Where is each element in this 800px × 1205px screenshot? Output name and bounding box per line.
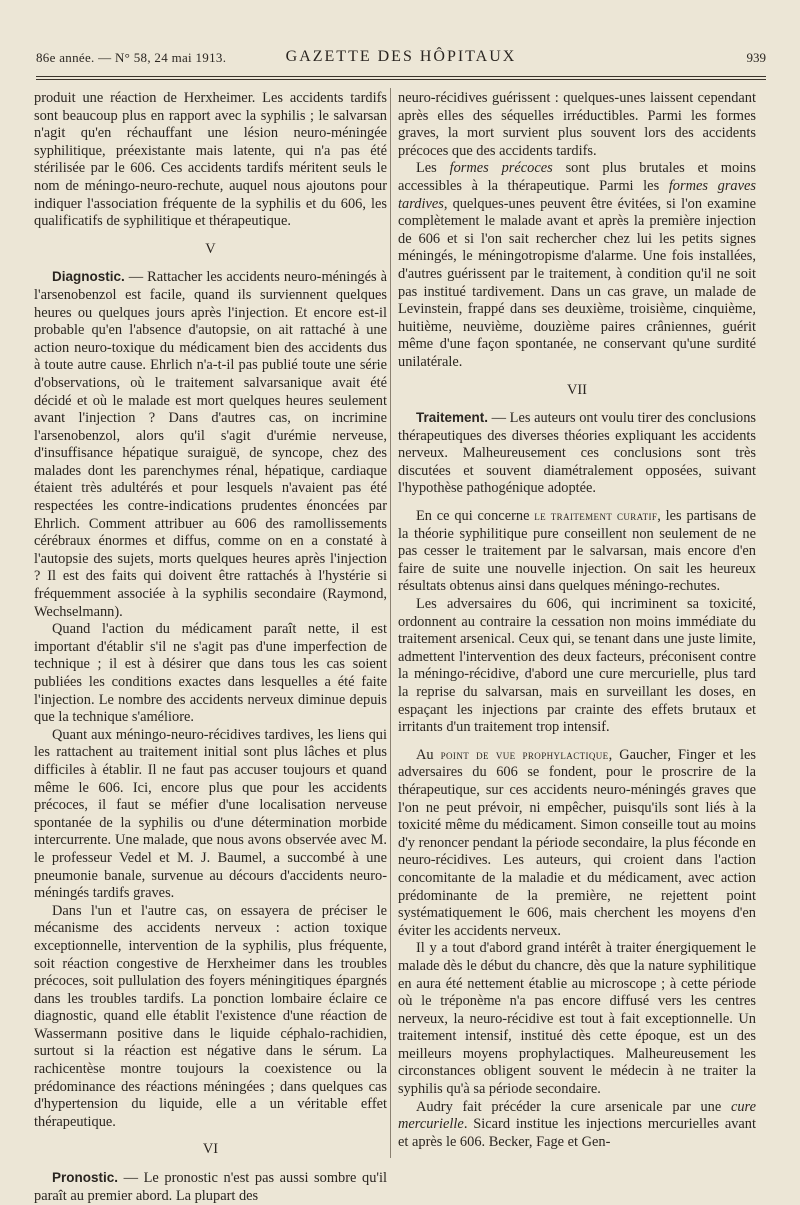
paragraph-text: — Rattacher les accidents neuro-méningés à l'arsenobenzol est facile, quand ils surviennent quelques heures ou quelques jours après l'injection. Et encore est-il probable qu'en l'absence d'autopsie, on ait rattaché à une action neuro-toxique du médicament bien des accidents dus à toute autre cause. Ehrlich n'a-t-il pas publié toute une série d'observations, où le traitement salvarsanique avait été décidé et où le malade est mort quelques heures seulement avant l'injection ? Dans d'autres cas, on incrimine l'arsenobenzol, alors qu'il s'agit d'urémie nerveuse, d'insuffisance hépatique suraiguë, de syncope, chez des malades dont les parenchymes rénal, hépatique, cardiaque étaient très adultérés et pour lesquels n'avaient pas été respectées les contre-indications prudentes énoncées par Ehrlich. Comment attribuer au 606 des ramollissements cérébraux énormes et diffus, comme on en a constaté à l'autopsie des sujets, morts quelques heures après l'injection ? Il est des faits qui doivent être rattachés à l'hystérie si fréquemment associée à la syphilis secondaire (Raymond, Wechselmann). [34,269,387,620]
paragraph: Il y a tout d'abord grand intérêt à traiter énergiquement le malade dès le début du chancre, dès que la nature syphilitique en aura été nettement établie au microscope ; à cette période où le tréponème n'a pas encore diffusé vers les centres nerveux, la neuro-récidive est tout à fait exceptionnelle. Un traitement intensif, institué dès cette époque, est un des meilleurs moyens prophylactiques. Malheureusement les circonstances obligent souvent le médecin à ne traiter la syphilis qu'à sa période secondaire. [398,940,756,1098]
italic-text: cure mercurielle [398,1098,756,1133]
left-column [34,90,387,1205]
paragraph [398,160,756,371]
header-rule-bottom [36,79,766,80]
small-caps-text: le traitement curatif [534,509,658,524]
text-run: . Sicard institue les injections mercurielles avant et après le 606. Becker, Fage et Gen- [398,1116,756,1150]
header-rule-top [36,76,766,77]
paragraph-text: — Les auteurs ont voulu tirer des conclusions thérapeutiques des diverses théories expliquant les accidents nerveux. Malheureusement ces conclusions sont très discutées et souvent diamétralement opposées, suivant l'hypothèse pathogénique adoptée. [398,410,756,497]
paragraph [34,268,387,621]
section-heading: Pronostic. [52,1170,119,1186]
paragraph-text: — Le pronostic n'est pas aussi sombre qu'il paraît au premier abord. La plupart des [34,1170,387,1204]
section-heading: Diagnostic. [52,269,125,285]
text-run: , Gaucher, Finger et les adversaires du 606 se fondent, pour le proscrire de la thérapeutique, sur ces accidents neuro-méningés graves que l'on ne peut prévoir, ni empêcher, puisqu'ils sont liés à la toxicité même du médicament. Simon conseille tout au moins d'y renoncer pendant la période secondaire, la plus féconde en neuro-récidives. Les auteurs, qui croient dans l'action concomitante de la maladie et du médicament, avec action prédominante de la première, ne rejettent point systématiquement le 606, mais cherchent les moyens d'en éviter les accidents nerveux. [398,746,757,939]
italic-text: formes graves tardives [398,177,756,212]
section-number: VII [567,381,587,398]
paragraph [34,1169,387,1205]
page-header [36,48,766,70]
paragraph: Les adversaires du 606, qui incriminent sa toxicité, ordonnent au contraire la cessation non moins immédiate du traitement arsenical. Ceux qui, se tenant dans une juste limite, admettent l'intervention des deux facteurs, préconisent contre la méningo-récidive, d'abord une cure mercurielle, plus tard la reprise du salvarsan, mais en surveillant les doses, en espaçant les injections par crainte des effets brutaux et irritants d'un traitement trop intensif. [398,596,756,736]
italic-text: formes précoces [449,160,553,177]
section-number: VI [202,1141,219,1158]
paragraph [398,1099,756,1152]
text-run: Au [416,746,441,763]
section-number: V [205,240,216,257]
paragraph: Quant aux méningo-neuro-récidives tardives, les liens qui les rattachent au traitement initial sont plus lâches et plus difficiles à établir. Il ne faut pas accuser toujours et quand même le 606. Ici, encore plus que pour les accidents précoces, il faut se méfier d'une localisation nerveuse spontanée de la syphilis ou d'une détermination morbide intercurrente. Une malade, que nous avons observée avec M. le professeur Vedel et M. J. Baumel, a succombé à une pneumonie banale, survenue au décours d'accidents neuro-méningés tardifs graves. [34,726,387,902]
page-number: 939 [746,50,766,65]
journal-title: GAZETTE DES HÔPITAUX [285,48,517,65]
paragraph: produit une réaction de Herxheimer. Les accidents tardifs sont beaucoup plus en rapport avec la syphilis ; le salvarsan n'agit qu'en réchauffant une lésion neuro-méningée syphilitique, préexistante mais latente, qui n'a pas été stérilisée par le 606. Ces accidents tardifs méritent seuls le nom de méningo-neuro-rechute, auquel nous ajoutons pour indiquer l'association fréquente de la syphilis et du 606, les qualificatifs de syphilitique et thérapeutique. [34,90,387,230]
paragraph: Quand l'action du médicament paraît nette, il est important d'établir s'il ne s'agit pas d'une imperfection de technique ; il est à désirer que dans tous les cas soient publiées les conditions exactes dans lesquelles a été faite l'injection. Le nombre des accidents nerveux diminue depuis que la technique s'améliore. [34,621,387,726]
text-run: Audry fait précéder la cure arsenicale par une [416,1098,731,1115]
text-run: sont plus brutales et moins accessibles à la thérapeutique. Parmi les [398,160,756,194]
paragraph [398,508,756,596]
text-run: En ce qui concerne [416,508,535,525]
text-run: , quelques-unes peuvent être évitées, si l'on examine complètement le malade avant et après la première injection de 606 et si l'on sait rechercher chez lui les petits signes méningés, le méningotropisme d'alarme. Une fois installées, d'autres guérissent par le traitement, à condition qu'il ne soit pas institué tardivement. Dans un cas grave, un malade de Levinstein, frappé dans ses deuxième, troisième, cinquième, huitième, neuvième, douzième paires crâniennes, guérit même d'une façon spontanée, ne conservant qu'une surdité unilatérale. [398,195,756,370]
issue-info: 86e année. — N° 58, 24 mai 1913. [36,50,227,65]
small-caps-text: point de vue prophylactique [440,747,609,762]
text-run: Les [416,160,450,177]
paragraph [398,747,756,941]
paragraph: Dans l'un et l'autre cas, on essayera de préciser le mécanisme des accidents nerveux : action toxique exceptionnelle, intervention de la syphilis, plus fréquente, soit réaction congestive de Herxheimer dans les troubles précoces, soit pullulation des foyers méningitiques épargnés dans les troubles tardifs. La ponction lombaire éclaire ce diagnostic, quand elle établit l'existence d'une réaction de Wassermann positive dans le liquide céphalo-rachidien, surtout si la réaction est négative dans le sérum. La rachicentèse montre toujours la coexistence ou la prédominance des réactions méningées ; dans quelques cas d'hypertension du liquide, elle a un véritable effet thérapeutique. [34,902,387,1130]
section-heading: Traitement. [416,410,489,426]
right-column [398,90,756,1151]
column-divider [390,88,391,1158]
paragraph: neuro-récidives guérissent : quelques-unes laissent cependant après elles des séquelles irréductibles. Parmi les formes graves, la mort survient plus souvent lors des accidents précoces que des accidents tardifs. [398,90,756,159]
paragraph [398,409,756,498]
text-run: , les partisans de la théorie syphilitique pure conseillent non seulement de ne pas cesser le traitement par le salvarsan, mais encore d'en faire de suite une nouvelle injection. On sait les heureux résultats obtenus ainsi dans quelques méningo-rechutes. [398,508,756,595]
